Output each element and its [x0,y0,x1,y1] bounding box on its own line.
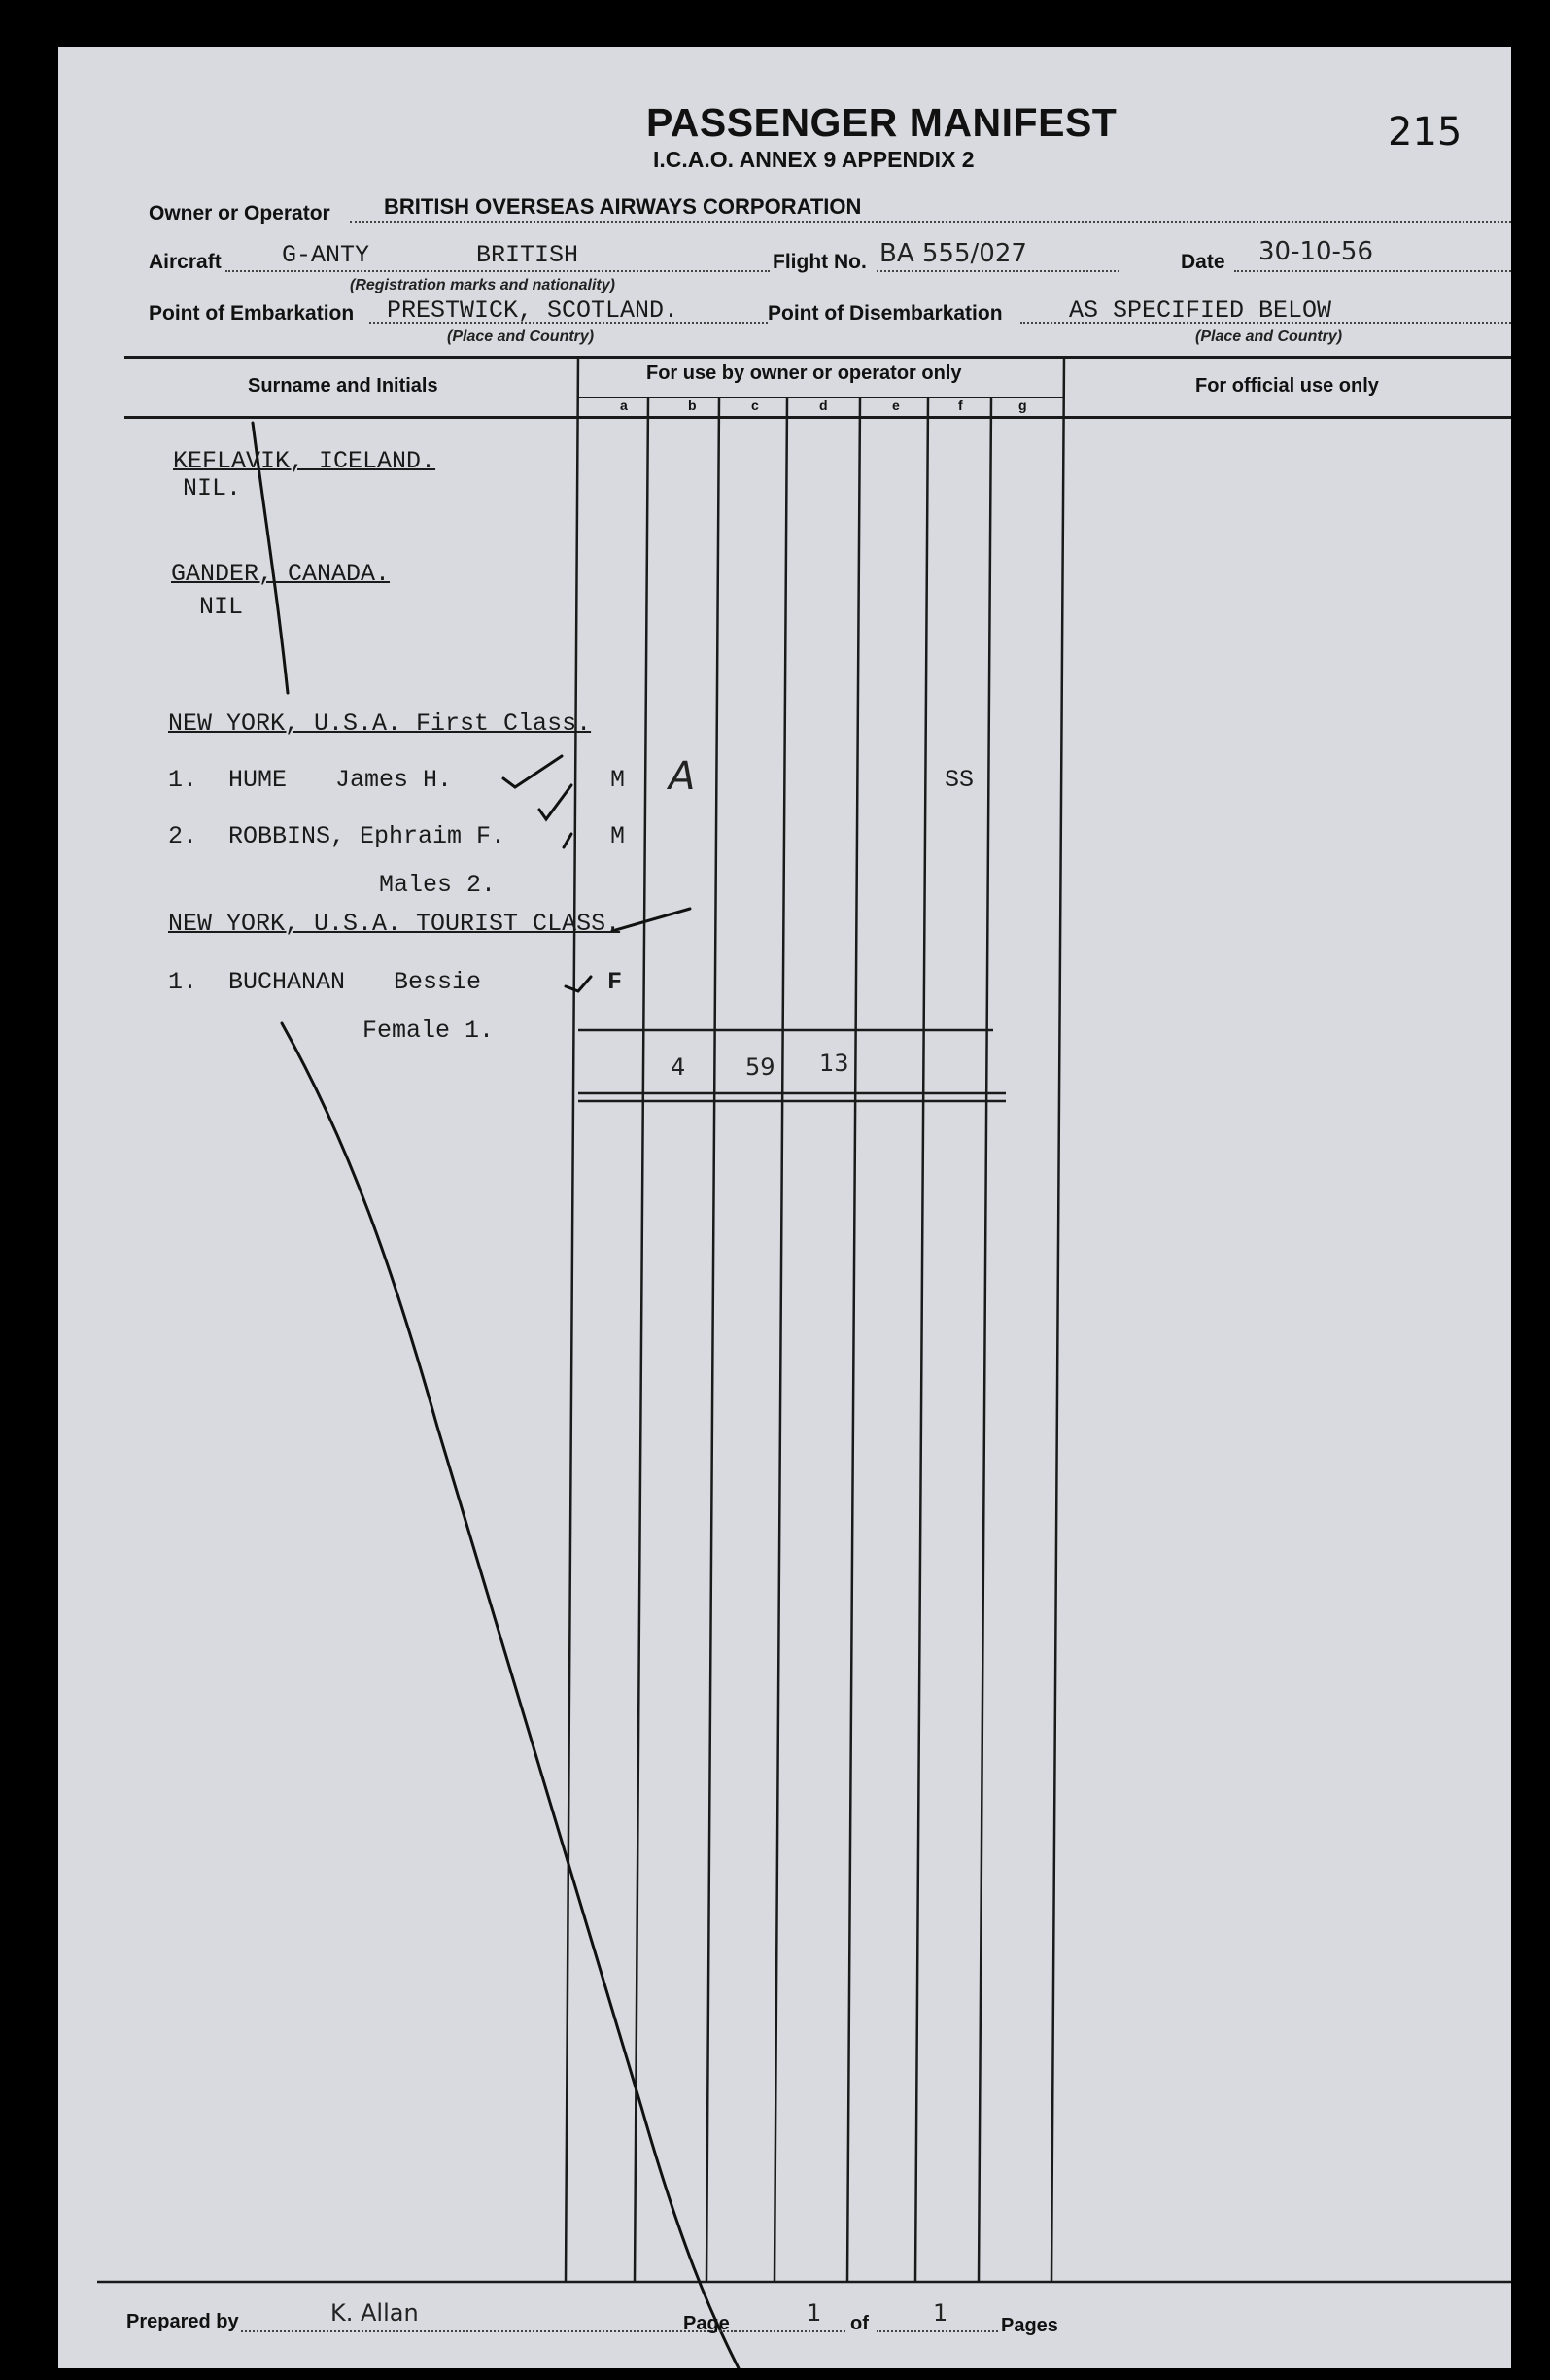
subcol-e: e [892,397,900,413]
embarkation-label: Point of Embarkation [149,302,355,325]
col-name-header: Surname and Initials [248,375,438,397]
stop-newyork-first: NEW YORK, U.S.A. First Class. [168,709,592,738]
stop-gander: GANDER, CANADA. [171,560,391,588]
col-owner-header: For use by owner or operator only [646,362,962,384]
subcol-a: a [620,397,628,413]
stop-newyork-tourist: NEW YORK, U.S.A. TOURIST CLASS. [168,910,621,938]
prepared-value: K. Allan [330,2299,419,2327]
of-label: of [850,2313,869,2334]
passenger-2-number: 2. [168,822,198,850]
aircraft-registration: G-ANTY [282,241,370,269]
owner-value: BRITISH OVERSEAS AIRWAYS CORPORATION [384,194,862,219]
passenger-2-sex: M [610,822,626,850]
flight-label: Flight No. [773,251,867,273]
subcol-f: f [958,397,963,413]
prepared-dotted-line [241,2330,737,2332]
passenger-1-number: 1. [168,766,198,794]
document-title: PASSENGER MANIFEST [646,100,1118,145]
page-dotted-line [734,2330,845,2332]
disembarkation-label: Point of Disembarkation [768,302,1003,325]
date-value: 30-10-56 [1258,237,1374,266]
passenger-3-number: 1. [168,968,198,996]
passenger-1-sex: M [610,766,626,794]
total-col-b: 4 [671,1053,686,1081]
subcol-b: b [688,397,697,413]
document-subtitle: I.C.A.O. ANNEX 9 APPENDIX 2 [653,147,975,172]
date-label: Date [1181,251,1225,273]
embarkation-value: PRESTWICK, SCOTLAND. [387,296,679,325]
flight-value: BA 555/027 [879,239,1027,268]
stop-gander-nil: NIL [199,593,244,621]
female-total: Female 1. [362,1017,495,1045]
prepared-label: Prepared by [126,2311,239,2332]
pages-value: 1 [933,2299,948,2327]
passenger-3-sex: F [607,968,623,996]
page-label: Page [683,2313,730,2334]
disembarkation-note: (Place and Country) [1195,328,1343,345]
passenger-1-given: James H. [335,766,453,794]
total-col-d: 13 [819,1050,849,1077]
aircraft-nationality: BRITISH [476,241,579,269]
males-total: Males 2. [379,871,497,899]
passenger-1-mark-f: SS [945,766,975,794]
disembarkation-value: AS SPECIFIED BELOW [1069,296,1332,325]
aircraft-label: Aircraft [149,251,222,273]
subcol-d: d [819,397,828,413]
subcol-c: c [751,397,759,413]
manifest-page [58,47,1511,2368]
pages-dotted-line [877,2330,998,2332]
passenger-1-mark-b: A [669,754,696,799]
embarkation-note: (Place and Country) [447,328,595,345]
passenger-3-surname: BUCHANAN [228,968,346,996]
total-col-c: 59 [745,1053,775,1081]
passenger-1-surname: HUME [228,766,288,794]
owner-label: Owner or Operator [149,202,330,224]
stop-keflavik: KEFLAVIK, ICELAND. [173,447,436,475]
passenger-3-given: Bessie [394,968,482,996]
col-official-header: For official use only [1195,375,1379,397]
pages-label: Pages [1001,2315,1058,2336]
table-grid [58,47,1511,2368]
subcol-g: g [1018,397,1027,413]
stop-keflavik-nil: NIL. [183,474,242,502]
page-value: 1 [807,2299,822,2327]
page-stamp-number: 215 [1388,110,1463,155]
passenger-2-name: ROBBINS, Ephraim F. [228,822,506,850]
aircraft-note: (Registration marks and nationality) [350,277,615,293]
